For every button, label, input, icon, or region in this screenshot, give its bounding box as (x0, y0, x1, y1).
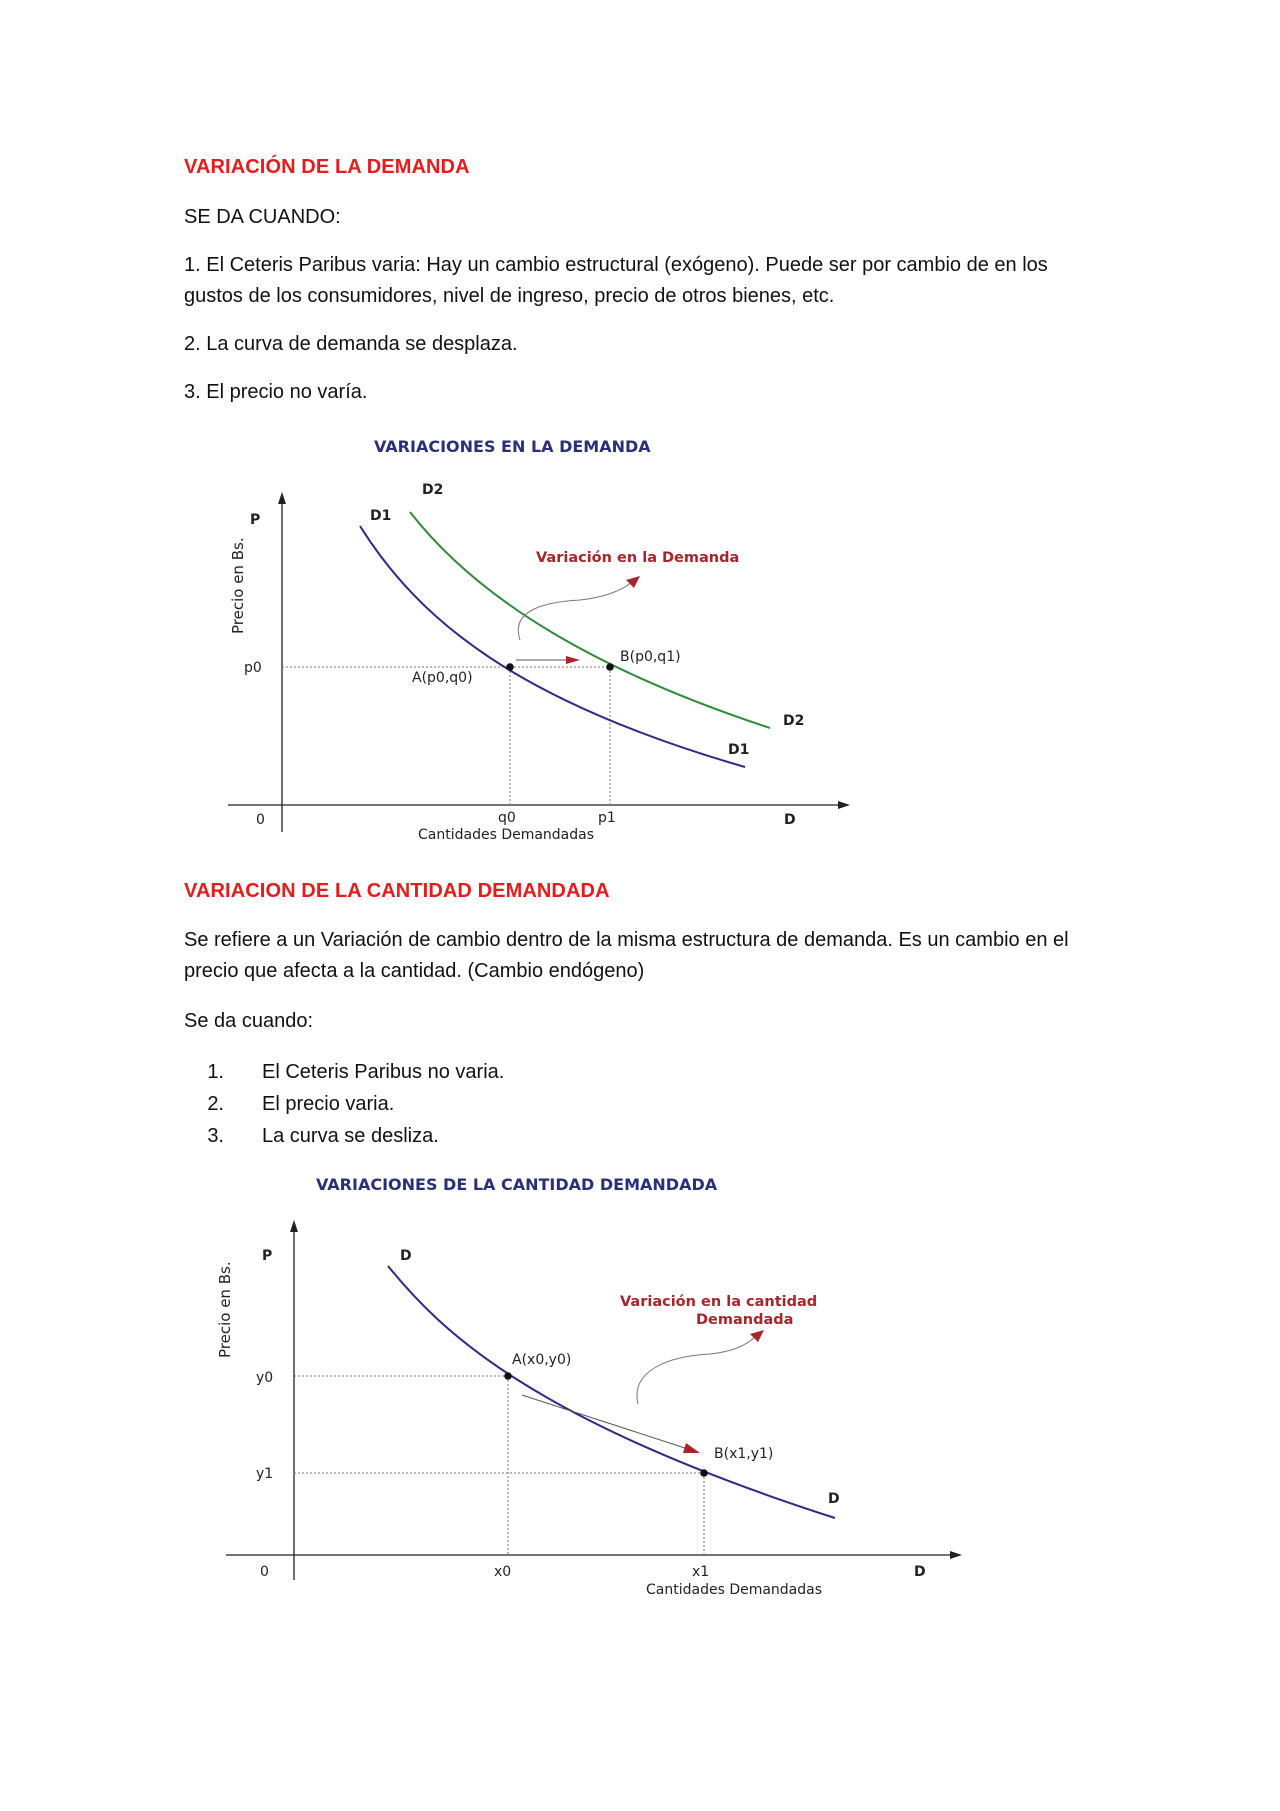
figure-demand-shift (200, 432, 860, 852)
list-item-number: 2. (207, 1093, 224, 1115)
figure2-y-axis-arrow (290, 1220, 298, 1232)
figure1-curve1-label-end: D1 (728, 742, 750, 758)
figure2-annotation-line1: Variación en la cantidad (620, 1294, 818, 1310)
figure1-x-axis-label: Cantidades Demandadas (418, 827, 595, 843)
list-item-number: 3. (207, 1125, 224, 1147)
figure2-point-b (700, 1469, 708, 1477)
section2-heading: VARIACION DE LA CANTIDAD DEMANDADA (184, 880, 610, 902)
section2-description: Se refiere a un Variación de cambio dentro de la misma estructura de demanda. Es un cambio en el precio que afecta a la cantidad. (Cambio endógeno) (184, 929, 1069, 982)
figure1-curve2-label-top: D2 (422, 482, 444, 498)
list-item-text: El Ceteris Paribus no varia. (262, 1061, 505, 1083)
figure1-qty-tick-2: p1 (598, 810, 616, 826)
figure1-y-axis-letter: P (250, 512, 261, 528)
list-item (184, 1120, 504, 1152)
figure1-annotation-arrowhead (626, 576, 640, 588)
figure2-qty-tick-2: x1 (692, 1564, 710, 1580)
section2-list (184, 1056, 504, 1152)
figure1-price-tick: p0 (244, 660, 262, 676)
figure2-curve-label-top: D (400, 1248, 412, 1264)
figure2-y-axis-letter: P (262, 1248, 273, 1264)
section2-intro: Se da cuando: (184, 1010, 313, 1032)
section1-item-3: 3. El precio no varía. (184, 381, 368, 403)
section1-item-1: 1. El Ceteris Paribus varia: Hay un cambio estructural (exógeno). Puede ser por cambio de en los gustos de los consumidores, nivel de ingreso, precio de otros bienes, etc. (184, 254, 1048, 307)
figure2-x-axis-label: Cantidades Demandadas (646, 1582, 823, 1598)
figure1-curve-d2 (410, 512, 770, 728)
figure1-annotation: Variación en la Demanda (536, 550, 740, 566)
figure2-qty-tick-1: x0 (494, 1564, 512, 1580)
figure2-y-axis-label: Precio en Bs. (216, 1261, 234, 1358)
list-item (184, 1088, 504, 1120)
figure2-title: VARIACIONES DE LA CANTIDAD DEMANDADA (316, 1175, 718, 1194)
figure1-y-axis-arrow (278, 492, 286, 504)
section1-intro: SE DA CUANDO: (184, 206, 341, 228)
figure1-curve2-label-end: D2 (783, 713, 805, 729)
figure1-point-b (606, 663, 614, 671)
list-item-number: 1. (207, 1061, 224, 1083)
figure2-point-a-label: A(x0,y0) (512, 1352, 572, 1368)
figure2-annotation-leader (637, 1336, 756, 1404)
section1-item-2: 2. La curva de demanda se desplaza. (184, 333, 518, 355)
figure1-point-b-label: B(p0,q1) (620, 649, 681, 665)
figure1-title: VARIACIONES EN LA DEMANDA (374, 437, 651, 456)
figure1-x-axis-end: D (784, 812, 796, 828)
figure2-price-tick-2: y1 (256, 1466, 274, 1482)
figure1-y-axis-label: Precio en Bs. (229, 537, 247, 634)
section1-heading: VARIACIÓN DE LA DEMANDA (184, 156, 470, 178)
list-item-text: El precio varia. (262, 1093, 395, 1115)
figure1-point-a (506, 663, 514, 671)
figure1-annotation-leader (518, 582, 632, 640)
figure2-point-b-label: B(x1,y1) (714, 1446, 774, 1462)
figure2-movement-arrowhead (683, 1443, 700, 1453)
figure1-curve1-label-top: D1 (370, 508, 392, 524)
figure1-qty-tick-1: q0 (498, 810, 516, 826)
figure2-curve-label-end: D (828, 1491, 840, 1507)
figure1-x-axis-arrow (838, 801, 850, 809)
figure2-x-axis-end: D (914, 1564, 926, 1580)
figure2-movement-arrow (522, 1395, 688, 1449)
figure2-price-tick-1: y0 (256, 1370, 274, 1386)
figure2-annotation-arrowhead (750, 1330, 764, 1342)
figure2-annotation-line2: Demandada (696, 1312, 794, 1328)
figure1-origin: 0 (256, 812, 265, 828)
figure1-shift-arrowhead (566, 656, 580, 664)
list-item (184, 1056, 504, 1088)
figure2-point-a (504, 1372, 512, 1380)
figure1-point-a-label: A(p0,q0) (412, 670, 473, 686)
figure-quantity-demanded (200, 1160, 980, 1600)
list-item-text: La curva se desliza. (262, 1125, 439, 1147)
figure2-x-axis-arrow (950, 1551, 962, 1559)
figure2-origin: 0 (260, 1564, 269, 1580)
